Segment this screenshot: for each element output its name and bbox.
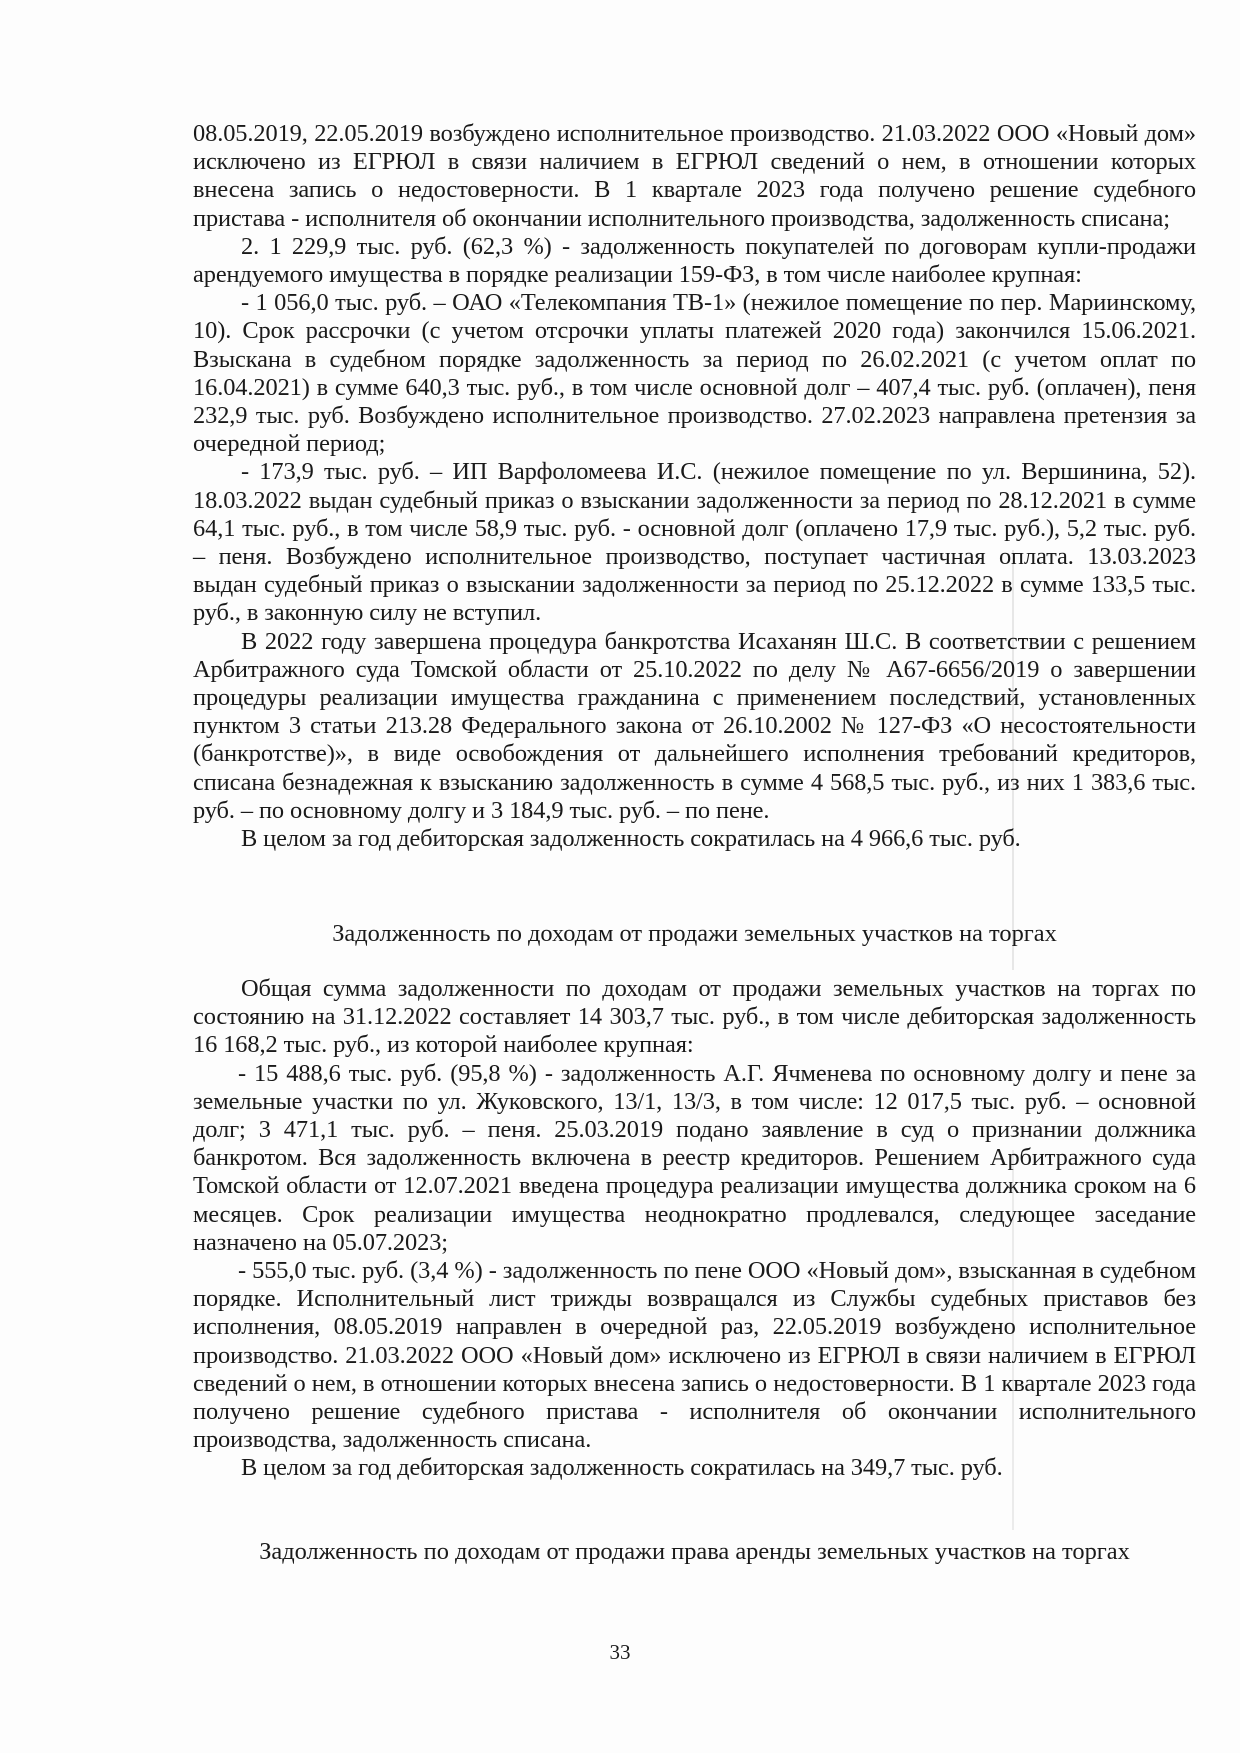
text-block-1 xyxy=(193,120,1196,853)
text-block-2 xyxy=(193,975,1196,1483)
section-heading: Задолженность по доходам от продажи права аренды земельных участков на торгах xyxy=(259,1538,1130,1565)
paragraph: - 1 056,0 тыс. руб. – ОАО «Телекомпания ТВ-1» (нежилое помещение по пер. Мариинскому, 10). Срок рассрочки (с учетом отсрочки уплаты платежей 2020 года) закончился 15.06.2021. Взыскана в судебном порядке задолженность за период по 26.02.2021 (с учетом оплат по 16.04.2021) в сумме 640,3 тыс. руб., в том числе основной долг – 407,4 тыс. руб. (оплачен), пеня 232,9 тыс. руб. Возбуждено исполнительное производство. 27.02.2023 направлена претензия за очередной период; xyxy=(193,289,1196,458)
paragraph: 2. 1 229,9 тыс. руб. (62,3 %) - задолженность покупателей по договорам купли-продажи арендуемого имущества в порядке реализации 159-ФЗ, в том числе наиболее крупная: xyxy=(193,232,1196,289)
paragraph: В целом за год дебиторская задолженность сократилась на 4 966,6 тыс. руб. xyxy=(241,825,1021,853)
paragraph: 08.05.2019, 22.05.2019 возбуждено исполнительное производство. 21.03.2022 ООО «Новый дом» исключено из ЕГРЮЛ в связи наличием в ЕГРЮЛ сведений о нем, в отношении которых внесена запись о недостоверности. В 1 квартале 2023 года получено решение судебного пристава - исполнителя об окончании исполнительного производства, задолженность списана; xyxy=(193,120,1196,232)
paragraph: - 555,0 тыс. руб. (3,4 %) - задолженность по пене ООО «Новый дом», взысканная в судебном порядке. Исполнительный лист трижды возвращался из Службы судебных приставов без исполнения, 08.05.2019 направлен в очередной раз, 22.05.2019 возбуждено исполнительное производство. 21.03.2022 ООО «Новый дом» исключено из ЕГРЮЛ в связи наличием в ЕГРЮЛ сведений о нем, в отношении которых внесена запись о недостоверности. В 1 квартале 2023 года получено решение судебного пристава - исполнителя об окончании исполнительного производства, задолженность списана. xyxy=(193,1257,1196,1454)
paragraph: - 15 488,6 тыс. руб. (95,8 %) - задолженность А.Г. Ячменева по основному долгу и пене за земельные участки по ул. Жуковского, 13/1, 13/3, в том числе: 12 017,5 тыс. руб. – основной долг; 3 471,1 тыс. руб. – пеня. 25.03.2019 подано заявление в суд о признании должника банкротом. Вся задолженность включена в реестр кредиторов. Решением Арбитражного суда Томской области от 12.07.2021 введена процедура реализации имущества должника сроком на 6 месяцев. Срок реализации имущества неоднократно продлевался, следующее заседание назначено на 05.07.2023; xyxy=(193,1059,1196,1256)
paragraph: В 2022 году завершена процедура банкротства Исаханян Ш.С. В соответствии с решением Арбитражного суда Томской области от 25.10.2022 по делу № А67-6656/2019 о завершении процедуры реализации имущества гражданина с применением последствий, установленных пунктом 3 статьи 213.28 Федерального закона от 26.10.2002 № 127-ФЗ «О несостоятельности (банкротстве)», в виде освобождения от дальнейшего исполнения требований кредиторов, списана безнадежная к взысканию задолженность в сумме 4 568,5 тыс. руб., из них 1 383,6 тыс. руб. – по основному долгу и 3 184,9 тыс. руб. – по пене. xyxy=(193,627,1196,824)
paragraph: Общая сумма задолженности по доходам от продажи земельных участков на торгах по состоянию на 31.12.2022 составляет 14 303,7 тыс. руб., в том числе дебиторская задолженность 16 168,2 тыс. руб., из которой наиболее крупная: xyxy=(193,975,1196,1059)
page-number: 33 xyxy=(609,1640,631,1664)
paragraph: В целом за год дебиторская задолженность сократилась на 349,7 тыс. руб. xyxy=(241,1454,1003,1482)
paragraph: - 173,9 тыс. руб. – ИП Варфоломеева И.С. (нежилое помещение по ул. Вершинина, 52). 18.03.2022 выдан судебный приказ о взыскании задолженности за период по 28.12.2021 в сумме 64,1 тыс. руб., в том числе 58,9 тыс. руб. - основной долг (оплачено 17,9 тыс. руб.), 5,2 тыс. руб. – пеня. Возбуждено исполнительное производство, поступает частичная оплата. 13.03.2023 выдан судебный приказ о взыскании задолженности за период по 25.12.2022 в сумме 133,5 тыс. руб., в законную силу не вступил. xyxy=(193,458,1196,627)
section-heading: Задолженность по доходам от продажи земельных участков на торгах xyxy=(332,920,1057,947)
